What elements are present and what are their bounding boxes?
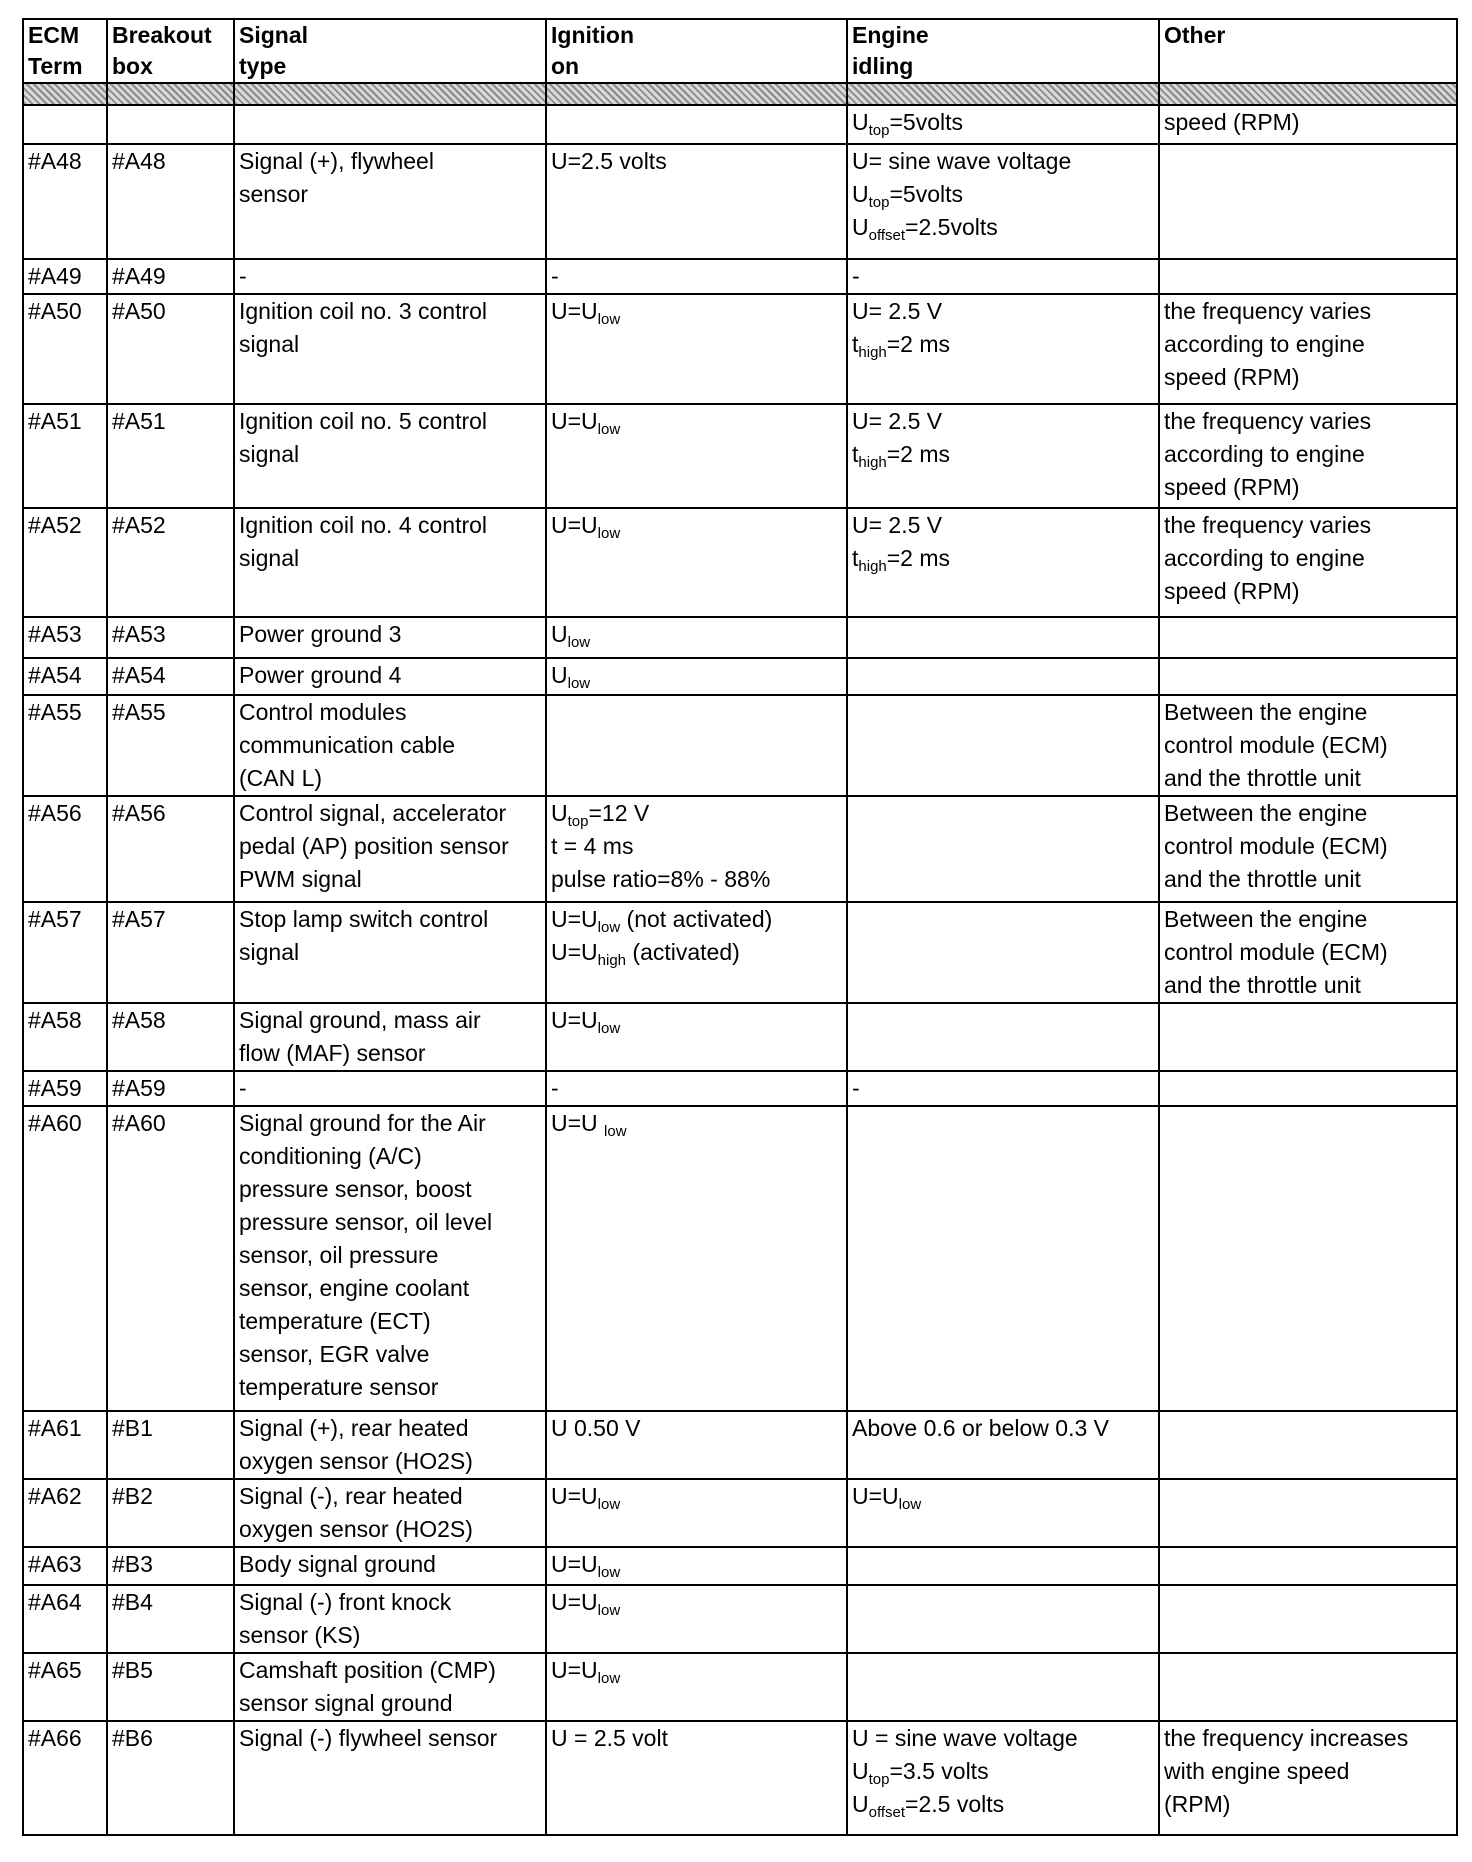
table-row: [23, 1479, 1457, 1547]
cell-line: the frequency varies: [1164, 512, 1372, 538]
cell-line: Between the engine: [1164, 699, 1368, 725]
other-cell: [1159, 1003, 1457, 1071]
table-row: [23, 1585, 1457, 1653]
engine-idling-cell: [847, 404, 1159, 508]
cell-line: oxygen sensor (HO2S): [239, 1448, 473, 1474]
cell-line: the frequency increases: [1164, 1725, 1409, 1751]
cell-line: $U=U_{low}$: [551, 1657, 621, 1687]
cell-line: $U=U_{high}$ (activated): [551, 939, 740, 969]
table-row: [23, 796, 1457, 902]
ignition-on-cell: [546, 1653, 847, 1721]
cell-line: and the throttle unit: [1164, 972, 1361, 998]
cell-line: signal: [239, 939, 300, 965]
signal-type-cell: [234, 695, 546, 796]
engine-idling-cell: [847, 1547, 1159, 1585]
cell-line: Control modules: [239, 699, 407, 725]
table-row: [23, 1003, 1457, 1071]
ecm-term-cell: #A49: [23, 259, 107, 294]
cell-line: $U=U_{low}$: [551, 408, 621, 438]
cell-line: sensor signal ground: [239, 1690, 453, 1716]
signal-type-cell: [234, 1106, 546, 1411]
cell-line: pressure sensor, oil level: [239, 1209, 493, 1235]
cell-line: Power ground 3: [239, 621, 402, 647]
ignition-on-cell: [546, 658, 847, 695]
ecm-term-cell: #A62: [23, 1479, 107, 1547]
cell-line: $U=U_{low}$ (not activated): [551, 906, 773, 936]
other-cell: [1159, 796, 1457, 902]
ignition-on-cell: [546, 1547, 847, 1585]
cell-line: speed (RPM): [1164, 578, 1300, 604]
ecm-term-cell: #A60: [23, 1106, 107, 1411]
other-cell: [1159, 658, 1457, 695]
ignition-on-cell: [546, 1411, 847, 1479]
cell-line: -: [239, 263, 247, 289]
cell-line: (RPM): [1164, 1791, 1231, 1817]
table-row: [23, 144, 1457, 259]
cell-line: $U=U_{low}$: [551, 512, 621, 542]
cell-line: $U=U_{low}$: [551, 1589, 621, 1619]
signal-type-cell: [234, 1003, 546, 1071]
cell-line: U = 2.5 volt: [551, 1725, 668, 1751]
table-row: [23, 1071, 1457, 1106]
cell-line: -: [239, 1075, 247, 1101]
cell-line: sensor, EGR valve: [239, 1341, 430, 1367]
cell-line: $U=U_{low}$: [551, 298, 621, 328]
cell-line: $U_{low}$: [551, 662, 591, 692]
cell-line: Camshaft position (CMP): [239, 1657, 496, 1683]
other-cell: [1159, 1479, 1457, 1547]
table-row: [23, 1653, 1457, 1721]
cell-line: the frequency varies: [1164, 408, 1372, 434]
col-header-breakout-box: [107, 19, 234, 83]
other-cell: [1159, 294, 1457, 404]
signal-type-cell: [234, 404, 546, 508]
cell-line: $t_{high}=2$ ms: [852, 331, 951, 361]
cell-line: control module (ECM): [1164, 833, 1388, 859]
cell-line: U= 2.5 V: [852, 408, 943, 434]
cell-line: signal: [239, 331, 300, 357]
cell-line: pressure sensor, boost: [239, 1176, 472, 1202]
cell-line: sensor (KS): [239, 1622, 361, 1648]
cell-line: communication cable: [239, 732, 456, 758]
cell-line: $U_{offset}=2.5$ volts: [852, 1791, 1005, 1821]
header-text-line: Breakout: [112, 22, 212, 48]
cell-line: oxygen sensor (HO2S): [239, 1516, 473, 1542]
cell-line: temperature sensor: [239, 1374, 439, 1400]
signal-type-cell: [234, 1721, 546, 1835]
breakout-box-cell: #A53: [107, 617, 234, 658]
cell-line: pedal (AP) position sensor: [239, 833, 509, 859]
breakout-box-cell: #A51: [107, 404, 234, 508]
separator-cell: [23, 83, 107, 105]
signal-type-cell: [234, 294, 546, 404]
cell-line: control module (ECM): [1164, 732, 1388, 758]
cell-line: -: [852, 263, 860, 289]
table-row: [23, 259, 1457, 294]
cell-line: Ignition coil no. 3 control: [239, 298, 488, 324]
other-cell: [1159, 1071, 1457, 1106]
other-cell: [1159, 1411, 1457, 1479]
signal-type-cell: [234, 144, 546, 259]
ignition-on-cell: [546, 796, 847, 902]
signal-type-cell: [234, 1585, 546, 1653]
breakout-box-cell: #A54: [107, 658, 234, 695]
cell-line: -: [852, 1075, 860, 1101]
header-text-line: Other: [1164, 22, 1226, 48]
cell-line: the frequency varies: [1164, 298, 1372, 324]
cell-line: pulse ratio=8% - 88%: [551, 866, 771, 892]
other-cell: [1159, 1721, 1457, 1835]
ecm-term-cell: #A51: [23, 404, 107, 508]
breakout-box-cell: #A48: [107, 144, 234, 259]
engine-idling-cell: [847, 658, 1159, 695]
ecm-term-cell: #A53: [23, 617, 107, 658]
ignition-on-cell: [546, 404, 847, 508]
cell-line: flow (MAF) sensor: [239, 1040, 426, 1066]
cell-line: $U_{top}=5volts$: [852, 109, 963, 139]
ecm-term-cell: #A61: [23, 1411, 107, 1479]
cell-line: -: [551, 263, 559, 289]
hatched-separator-row: [23, 83, 1457, 105]
ecm-term-cell: #A66: [23, 1721, 107, 1835]
cell-line: sensor: [239, 181, 309, 207]
engine-idling-cell: [847, 1003, 1159, 1071]
cell-line: signal: [239, 441, 300, 467]
table-row: [23, 1721, 1457, 1835]
cell-line: Body signal ground: [239, 1551, 436, 1577]
ignition-on-cell: [546, 105, 847, 144]
ignition-on-cell: [546, 902, 847, 1003]
cell-line: signal: [239, 545, 300, 571]
other-cell: [1159, 105, 1457, 144]
ecm-term-cell: #A52: [23, 508, 107, 617]
ecm-term-cell: #A54: [23, 658, 107, 695]
ignition-on-cell: [546, 1003, 847, 1071]
breakout-box-cell: #A55: [107, 695, 234, 796]
separator-cell: [107, 83, 234, 105]
cell-line: U=2.5 volts: [551, 148, 667, 174]
engine-idling-cell: [847, 1106, 1159, 1411]
ecm-term-cell: #A55: [23, 695, 107, 796]
ignition-on-cell: [546, 1106, 847, 1411]
cell-line: sensor, oil pressure: [239, 1242, 439, 1268]
signal-type-cell: [234, 1411, 546, 1479]
table-row: [23, 695, 1457, 796]
ecm-term-cell: #A64: [23, 1585, 107, 1653]
signal-type-cell: [234, 259, 546, 294]
engine-idling-cell: [847, 796, 1159, 902]
cell-line: speed (RPM): [1164, 109, 1300, 135]
cell-line: Power ground 4: [239, 662, 402, 688]
ecm-term-cell: #A58: [23, 1003, 107, 1071]
breakout-box-cell: #A52: [107, 508, 234, 617]
ignition-on-cell: [546, 617, 847, 658]
engine-idling-cell: [847, 294, 1159, 404]
cell-line: U 0.50 V: [551, 1415, 641, 1441]
other-cell: [1159, 617, 1457, 658]
other-cell: [1159, 902, 1457, 1003]
ignition-on-cell: [546, 508, 847, 617]
breakout-box-cell: #A50: [107, 294, 234, 404]
cell-line: Signal (+), rear heated: [239, 1415, 469, 1441]
breakout-box-cell: [107, 105, 234, 144]
col-header-other: [1159, 19, 1457, 83]
cell-line: $t_{high}=2$ ms: [852, 441, 951, 471]
breakout-box-cell: #B1: [107, 1411, 234, 1479]
cell-line: Signal ground, mass air: [239, 1007, 481, 1033]
col-header-signal-type: [234, 19, 546, 83]
signal-type-cell: [234, 1071, 546, 1106]
cell-line: -: [551, 1075, 559, 1101]
header-text-line: box: [112, 53, 153, 79]
other-cell: [1159, 259, 1457, 294]
cell-line: Signal (-) front knock: [239, 1589, 452, 1615]
other-cell: [1159, 144, 1457, 259]
ecm-term-cell: #A56: [23, 796, 107, 902]
header-row: [23, 19, 1457, 83]
ignition-on-cell: [546, 144, 847, 259]
ecm-term-cell: #A48: [23, 144, 107, 259]
other-cell: [1159, 1547, 1457, 1585]
cell-line: (CAN L): [239, 765, 323, 791]
ecm-term-cell: #A57: [23, 902, 107, 1003]
other-cell: [1159, 1653, 1457, 1721]
cell-line: $U_{offset}=2.5volts$: [852, 214, 998, 244]
signal-type-cell: [234, 617, 546, 658]
cell-line: $U_{top}=3.5$ volts: [852, 1758, 989, 1788]
other-cell: [1159, 404, 1457, 508]
ignition-on-cell: [546, 259, 847, 294]
signal-type-cell: [234, 902, 546, 1003]
engine-idling-cell: [847, 508, 1159, 617]
ecm-term-cell: #A50: [23, 294, 107, 404]
signal-type-cell: [234, 105, 546, 144]
engine-idling-cell: [847, 105, 1159, 144]
table-row: [23, 1411, 1457, 1479]
header-text-line: idling: [852, 53, 914, 79]
cell-line: Ignition coil no. 5 control: [239, 408, 488, 434]
cell-line: t = 4 ms: [551, 833, 634, 859]
breakout-box-cell: #A56: [107, 796, 234, 902]
signal-type-cell: [234, 796, 546, 902]
header-text-line: on: [551, 53, 580, 79]
cell-line: Ignition coil no. 4 control: [239, 512, 488, 538]
other-cell: [1159, 1106, 1457, 1411]
ecm-term-cell: [23, 105, 107, 144]
cell-line: U= 2.5 V: [852, 512, 943, 538]
other-cell: [1159, 1585, 1457, 1653]
cell-line: $U=U_{low}$: [551, 1483, 621, 1513]
cell-line: $U_{low}$: [551, 621, 591, 651]
table-row: [23, 404, 1457, 508]
col-header-ecm-term: [23, 19, 107, 83]
cell-line: PWM signal: [239, 866, 362, 892]
cell-line: speed (RPM): [1164, 364, 1300, 390]
signal-type-cell: [234, 508, 546, 617]
cell-line: speed (RPM): [1164, 474, 1300, 500]
ecm-terminal-table: [22, 18, 1458, 1836]
cell-line: $U_{top}=5volts$: [852, 181, 963, 211]
ignition-on-cell: [546, 695, 847, 796]
ecm-term-cell: #A59: [23, 1071, 107, 1106]
cell-line: U= sine wave voltage: [852, 148, 1072, 174]
cell-line: with engine speed: [1164, 1758, 1350, 1784]
separator-cell: [234, 83, 546, 105]
other-cell: [1159, 695, 1457, 796]
breakout-box-cell: #A49: [107, 259, 234, 294]
cell-line: according to engine: [1164, 441, 1365, 467]
ecm-term-cell: #A63: [23, 1547, 107, 1585]
cell-line: U= 2.5 V: [852, 298, 943, 324]
table-row: [23, 658, 1457, 695]
engine-idling-cell: [847, 259, 1159, 294]
engine-idling-cell: [847, 1721, 1159, 1835]
table-row: [23, 294, 1457, 404]
breakout-box-cell: #A57: [107, 902, 234, 1003]
ignition-on-cell: [546, 1721, 847, 1835]
cell-line: Between the engine: [1164, 906, 1368, 932]
cell-line: Above 0.6 or below 0.3 V: [852, 1415, 1109, 1441]
breakout-box-cell: #A60: [107, 1106, 234, 1411]
cell-line: Control signal, accelerator: [239, 800, 507, 826]
header-text-line: Ignition: [551, 22, 635, 48]
breakout-box-cell: #B4: [107, 1585, 234, 1653]
ignition-on-cell: [546, 1585, 847, 1653]
cell-line: according to engine: [1164, 545, 1365, 571]
cell-line: $U=U_{low}$: [551, 1007, 621, 1037]
engine-idling-cell: [847, 695, 1159, 796]
cell-line: sensor, engine coolant: [239, 1275, 470, 1301]
cell-line: $t_{high}=2$ ms: [852, 545, 951, 575]
cell-line: temperature (ECT): [239, 1308, 431, 1334]
engine-idling-cell: [847, 902, 1159, 1003]
cell-line: Stop lamp switch control: [239, 906, 489, 932]
cell-line: U=U $_{low}$: [551, 1110, 627, 1140]
ignition-on-cell: [546, 1071, 847, 1106]
col-header-engine-idling: [847, 19, 1159, 83]
other-cell: [1159, 508, 1457, 617]
cell-line: Signal (-), rear heated: [239, 1483, 463, 1509]
cell-line: according to engine: [1164, 331, 1365, 357]
cell-line: control module (ECM): [1164, 939, 1388, 965]
cell-line: U = sine wave voltage: [852, 1725, 1078, 1751]
signal-type-cell: [234, 1547, 546, 1585]
signal-type-cell: [234, 658, 546, 695]
header-text-line: Term: [28, 53, 83, 79]
cell-line: and the throttle unit: [1164, 765, 1361, 791]
table-row: [23, 1106, 1457, 1411]
header-text-line: type: [239, 53, 287, 79]
cell-line: and the throttle unit: [1164, 866, 1361, 892]
cell-line: Between the engine: [1164, 800, 1368, 826]
engine-idling-cell: [847, 1585, 1159, 1653]
engine-idling-cell: [847, 1411, 1159, 1479]
ignition-on-cell: [546, 1479, 847, 1547]
header-text-line: ECM: [28, 22, 80, 48]
breakout-box-cell: #B2: [107, 1479, 234, 1547]
cell-line: Signal ground for the Air: [239, 1110, 486, 1136]
cell-line: Signal (+), flywheel: [239, 148, 434, 174]
ignition-on-cell: [546, 294, 847, 404]
engine-idling-cell: [847, 1653, 1159, 1721]
header-text-line: Engine: [852, 22, 929, 48]
breakout-box-cell: #A58: [107, 1003, 234, 1071]
cell-line: $U=U_{low}$: [852, 1483, 922, 1513]
cell-line: Signal (-) flywheel sensor: [239, 1725, 498, 1751]
engine-idling-cell: [847, 1479, 1159, 1547]
table-row: [23, 1547, 1457, 1585]
engine-idling-cell: [847, 1071, 1159, 1106]
table-row: [23, 105, 1457, 144]
table-row: [23, 902, 1457, 1003]
engine-idling-cell: [847, 144, 1159, 259]
breakout-box-cell: #A59: [107, 1071, 234, 1106]
table-row: [23, 508, 1457, 617]
cell-line: $U=U_{low}$: [551, 1551, 621, 1581]
col-header-ignition-on: [546, 19, 847, 83]
separator-cell: [546, 83, 847, 105]
table-body: [23, 105, 1457, 1835]
engine-idling-cell: [847, 617, 1159, 658]
header-text-line: Signal: [239, 22, 309, 48]
separator-cell: [847, 83, 1159, 105]
cell-line: conditioning (A/C): [239, 1143, 422, 1169]
signal-type-cell: [234, 1653, 546, 1721]
breakout-box-cell: #B6: [107, 1721, 234, 1835]
cell-line: $U_{top}=12$ V: [551, 800, 650, 830]
breakout-box-cell: #B3: [107, 1547, 234, 1585]
ecm-term-cell: #A65: [23, 1653, 107, 1721]
separator-cell: [1159, 83, 1457, 105]
table-row: [23, 617, 1457, 658]
breakout-box-cell: #B5: [107, 1653, 234, 1721]
signal-type-cell: [234, 1479, 546, 1547]
